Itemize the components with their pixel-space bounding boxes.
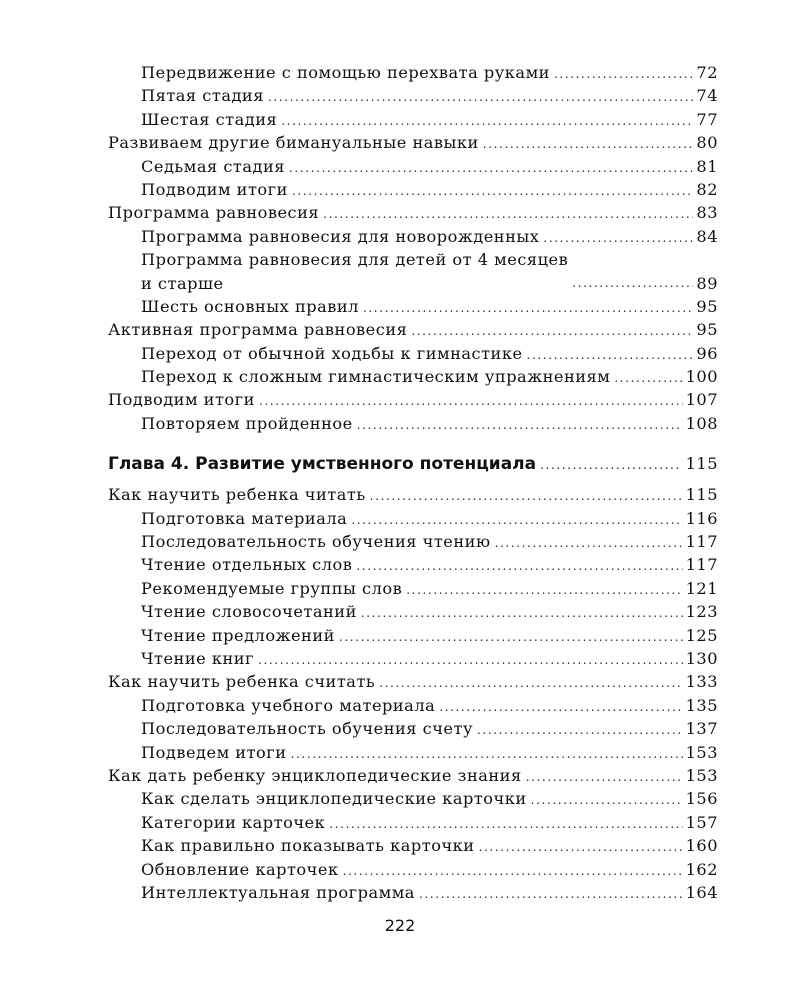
toc-entry-title: Последовательность обучения счету [141,719,473,739]
toc-entry-page-number: 107 [685,390,718,410]
table-of-contents [108,61,718,904]
toc-entry-page-number: 82 [696,179,718,199]
dot-leader [339,626,683,649]
toc-entry-title: Пятая стадия [141,86,264,106]
toc-entry-title: Интеллектуальная программа [141,882,415,902]
dot-leader [439,696,682,719]
chapter-heading[interactable] [108,451,718,477]
toc-entry-page-number: 89 [696,273,718,293]
toc-entry-page-number: 135 [685,695,718,715]
toc-entry[interactable] [108,318,718,341]
toc-entry-title: Программа равновесия для детей от 4 месяцев и старше [141,250,569,293]
toc-entry-page-number: 153 [685,765,718,785]
toc-entry[interactable] [108,858,718,881]
toc-entry-title: Подготовка учебного материала [141,695,436,715]
toc-entry-title: Категории карточек [141,812,326,832]
toc-entry[interactable] [108,108,718,131]
toc-entry-page-number: 72 [696,63,718,82]
dot-leader [281,110,693,133]
dot-leader [370,485,683,508]
toc-entry[interactable] [108,178,718,201]
dot-leader [323,203,693,226]
toc-entry-page-number: 137 [685,719,718,739]
dot-leader [572,272,693,295]
toc-entry[interactable] [108,84,718,107]
toc-entry-title: Подготовка материала [141,508,348,528]
dot-leader [357,414,683,437]
dot-leader [554,63,693,86]
toc-entry-title: Шесть основных правил [141,296,359,316]
toc-entry-page-number: 81 [696,156,718,176]
toc-entry-page-number: 121 [685,578,718,598]
toc-entry-page-number: 164 [685,882,718,902]
dot-leader [483,133,694,156]
chapter-page-number: 115 [685,454,718,474]
toc-entry[interactable] [108,225,718,248]
dot-leader [363,297,693,320]
toc-entry-title: Шестая стадия [141,109,278,129]
toc-entry-page-number: 157 [685,812,718,832]
toc-entry[interactable] [108,412,718,435]
toc-entry-title: Как научить ребенка читать [108,485,366,505]
toc-entry[interactable] [108,388,718,411]
toc-entry-title: Программа равновесия для новорожденных [141,226,540,246]
toc-entry[interactable] [108,365,718,388]
toc-entry[interactable] [108,717,718,740]
toc-entry-title: Последовательность обучения чтению [141,532,491,552]
toc-entry-page-number: 130 [685,649,718,668]
toc-entry[interactable] [108,295,718,318]
toc-entry-title: Программа равновесия [108,203,320,223]
dot-leader [292,180,693,203]
toc-entry-page-number: 123 [685,602,718,622]
dot-leader [379,672,682,695]
dot-leader [614,367,682,390]
toc-entry[interactable] [108,694,718,717]
toc-entry-page-number: 125 [685,625,718,645]
toc-entry-page-number: 95 [696,320,718,340]
toc-entry-title: Подведем итоги [141,742,287,762]
toc-entry-page-number: 133 [685,672,718,692]
toc-entry-page-number: 115 [685,485,718,505]
toc-entry-page-number: 116 [685,508,718,528]
dot-leader [479,836,683,859]
toc-entry-page-number: 117 [685,532,718,552]
toc-entry[interactable] [108,553,718,576]
dot-leader [268,86,693,109]
toc-entry-page-number: 160 [685,836,718,856]
page-number: 222 [384,916,416,935]
toc-entry-page-number: 77 [696,109,718,129]
toc-entry-title: Повторяем пройденное [141,413,353,433]
dot-leader [291,743,683,766]
toc-entry-page-number: 156 [685,789,718,809]
toc-entry-page-number: 83 [696,203,718,223]
dot-leader [351,509,682,532]
toc-entry[interactable] [108,530,718,553]
toc-entry-title: Как правильно показывать карточки [141,836,475,856]
toc-entry-title: Подводим итоги [108,390,255,410]
toc-entry-title: Чтение предложений [141,625,335,645]
toc-entry-title: Как сделать энциклопедические карточки [141,789,527,809]
toc-entry[interactable] [108,155,718,178]
toc-section-after [108,483,718,904]
toc-entry-title: Обновление карточек [141,859,339,879]
toc-entry-title: Переход к сложным гимнастическим упражнениям [141,367,611,387]
toc-entry[interactable] [108,342,718,365]
toc-entry-page-number: 95 [696,296,718,316]
toc-entry-page-number: 153 [685,742,718,762]
toc-entry-page-number: 162 [685,859,718,879]
dot-leader [540,452,681,478]
toc-entry[interactable] [108,131,718,154]
toc-entry[interactable] [108,600,718,623]
toc-entry-title: Чтение словосочетаний [141,602,357,622]
toc-entry[interactable] [108,201,718,224]
toc-entry[interactable] [108,670,718,693]
toc-entry-page-number: 84 [696,226,718,246]
dot-leader [343,860,683,883]
dot-leader [527,344,694,367]
chapter-title: Глава 4. Развитие умственного потенциала [108,454,537,475]
toc-entry-title: Как научить ребенка считать [108,672,376,692]
toc-entry-page-number: 108 [685,413,718,433]
toc-entry-title: Переход от обычной ходьбы к гимнастике [141,343,523,363]
dot-leader [526,766,683,789]
toc-entry-title: Подводим итоги [141,179,288,199]
dot-leader [419,883,683,906]
toc-entry[interactable] [108,834,718,857]
toc-entry-page-number: 96 [696,343,718,363]
toc-entry[interactable] [108,787,718,810]
dot-leader [356,555,682,578]
toc-entry-title: Активная программа равновесия [108,320,408,340]
dot-leader [289,157,693,180]
toc-entry[interactable] [108,483,718,506]
toc-entry[interactable] [108,811,718,834]
dot-leader [477,719,683,742]
dot-leader [259,390,683,413]
toc-entry[interactable] [108,881,718,904]
toc-entry[interactable] [108,624,718,647]
dot-leader [361,602,683,625]
toc-entry[interactable] [108,61,718,84]
dot-leader [531,789,683,812]
toc-entry-page-number: 117 [685,555,718,575]
dot-leader [495,532,683,555]
toc-entry[interactable] [108,741,718,764]
dot-leader [329,813,682,836]
toc-entry-page-number: 80 [696,133,718,153]
toc-entry-title: Как дать ребенку энциклопедические знания [108,765,522,785]
toc-entry-title: Седьмая стадия [141,156,285,176]
toc-entry[interactable] [108,647,718,670]
dot-leader [411,320,693,343]
toc-entry-title: Чтение книг [141,649,255,668]
toc-entry[interactable] [108,248,718,295]
toc-entry[interactable] [108,507,718,530]
toc-entry-page-number: 100 [685,367,718,387]
toc-entry-page-number: 74 [696,86,718,106]
toc-entry[interactable] [108,764,718,787]
toc-entry-title: Рекомендуемые группы слов [141,578,403,598]
toc-entry-title: Передвижение с помощью перехвата руками [141,63,550,82]
toc-entry-title: Развиваем другие бимануальные навыки [108,133,479,153]
dot-leader [406,579,682,602]
toc-entry-title: Чтение отдельных слов [141,555,353,575]
dot-leader [258,649,683,672]
toc-section-before [108,61,718,435]
toc-entry[interactable] [108,577,718,600]
dot-leader [543,227,693,250]
